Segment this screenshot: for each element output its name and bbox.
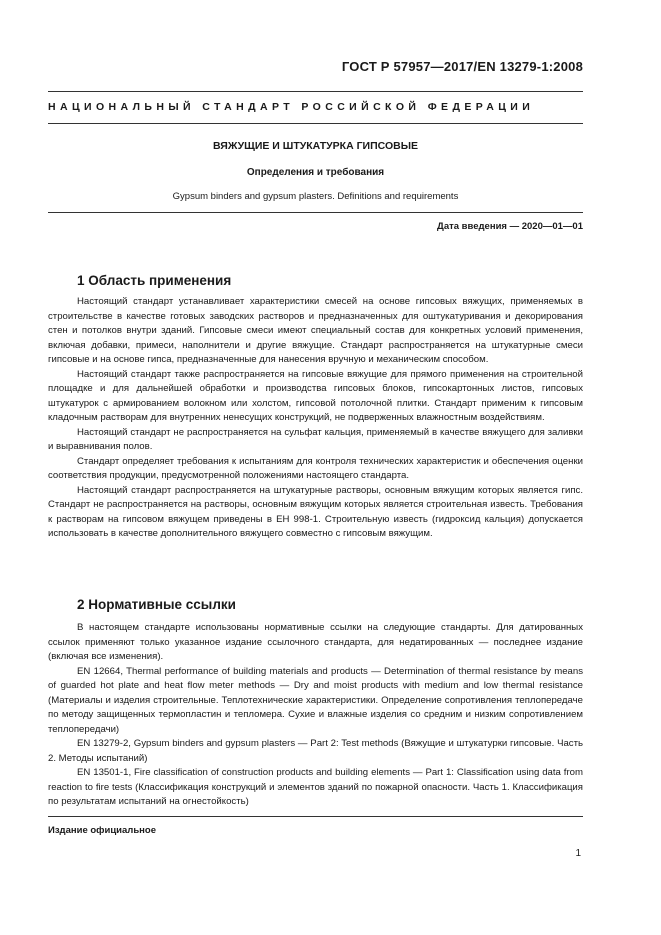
- paragraph: Стандарт определяет требования к испытаниям для контроля технических характеристик и обеспечения оценки соответствия продукции, предусмотренной положениями настоящего стандарта.: [48, 455, 583, 481]
- section-2-body: [48, 621, 583, 810]
- section-2-title: 2 Нормативные ссылки: [77, 597, 236, 612]
- document-title: ВЯЖУЩИЕ И ШТУКАТУРКА ГИПСОВЫЕ: [212, 140, 418, 152]
- paragraph: EN 12664, Thermal performance of building materials and products — Determination of thermal resistance by means of guarded hot plate and heat flow meter methods — Dry and moist products with medium and low thermal resistance (Материалы и изделия строительные. Теплотехнические характеристики. Определение сопротивления теплопередаче по методу защищенных термопластин и тепломера. Сухие и влажные изделия со средним и низким сопротивлением теплопередачи): [48, 665, 583, 735]
- edition-label: Издание официальное: [48, 825, 156, 836]
- title-divider: [48, 212, 583, 213]
- header-divider-top: [48, 91, 583, 92]
- paragraph: Настоящий стандарт также распространяется на гипсовые вяжущие для прямого применения на строительной площадке и для дальнейшей обработки и производства гипсовых блоков, гипсокартонных листов, гипсовых штукатурок с армированием волокном или холстом, гипсовой потолочной плитки. Стандарт применим к гипсовым кладочным растворам для внутренних ненесущих конструкций, не подверженных влажностным воздействиям.: [48, 368, 583, 423]
- introduction-date: Дата введения — 2020—01—01: [437, 221, 583, 232]
- paragraph: EN 13279-2, Gypsum binders and gypsum plasters — Part 2: Test methods (Вяжущие и штукатурки гипсовые. Часть 2. Методы испытаний): [48, 738, 583, 764]
- page-number: 1: [575, 848, 581, 859]
- header-divider-bottom: [48, 123, 583, 124]
- document-code: ГОСТ Р 57957—2017/EN 13279-1:2008: [341, 59, 583, 74]
- paragraph: Настоящий стандарт распространяется на штукатурные растворы, основным вяжущим которых является гипс. Стандарт не распространяется на растворы, основным вяжущим которых является строительная известь. Требования к растворам на гипсовом вяжущем приведены в ЕН 998-1. Строительную известь (гидроксид кальция) допускается использовать в качестве дополнительного вяжущего совместно с гипсовым вяжущим.: [48, 484, 583, 539]
- section-1-title: 1 Область применения: [77, 273, 232, 288]
- footer-divider: [48, 816, 583, 817]
- document-title-english: Gypsum binders and gypsum plasters. Definitions and requirements: [172, 191, 459, 202]
- paragraph: Настоящий стандарт устанавливает характеристики смесей на основе гипсовых вяжущих, применяемых в строительстве в качестве готовых заводских растворов и предназначенных для оштукатуривания и декорирования стен и потолков внутри зданий. Гипсовые смеси имеют специальный состав для конкретных условий применения, включая добавки, примеси, наполнители и другие вяжущие. Стандарт распространяется на штукатурные смеси гипсовые и на основе гипса, предназначенные для нанесения вручную и механическим способом.: [48, 296, 583, 365]
- document-subtitle: Определения и требования: [246, 167, 385, 178]
- national-standard-heading: НАЦИОНАЛЬНЫЙ СТАНДАРТ РОССИЙСКОЙ ФЕДЕРАЦИИ: [48, 101, 535, 113]
- paragraph: EN 13501-1, Fire classification of construction products and building elements — Part 1: Classification using data from reaction to fire tests (Классификация конструкций и элементов зданий по пожарной опасности. Часть 1. Классификация по результатам испытаний на огнестойкость): [48, 767, 583, 807]
- paragraph: Настоящий стандарт не распространяется на сульфат кальция, применяемый в качестве вяжущего для заливки и выравнивания полов.: [48, 426, 583, 452]
- section-1-body: [48, 295, 583, 542]
- paragraph: В настоящем стандарте использованы нормативные ссылки на следующие стандарты. Для датированных ссылок применяют только указанное издание ссылочного стандарта, для недатированных — последнее издание (включая все изменения).: [48, 622, 583, 662]
